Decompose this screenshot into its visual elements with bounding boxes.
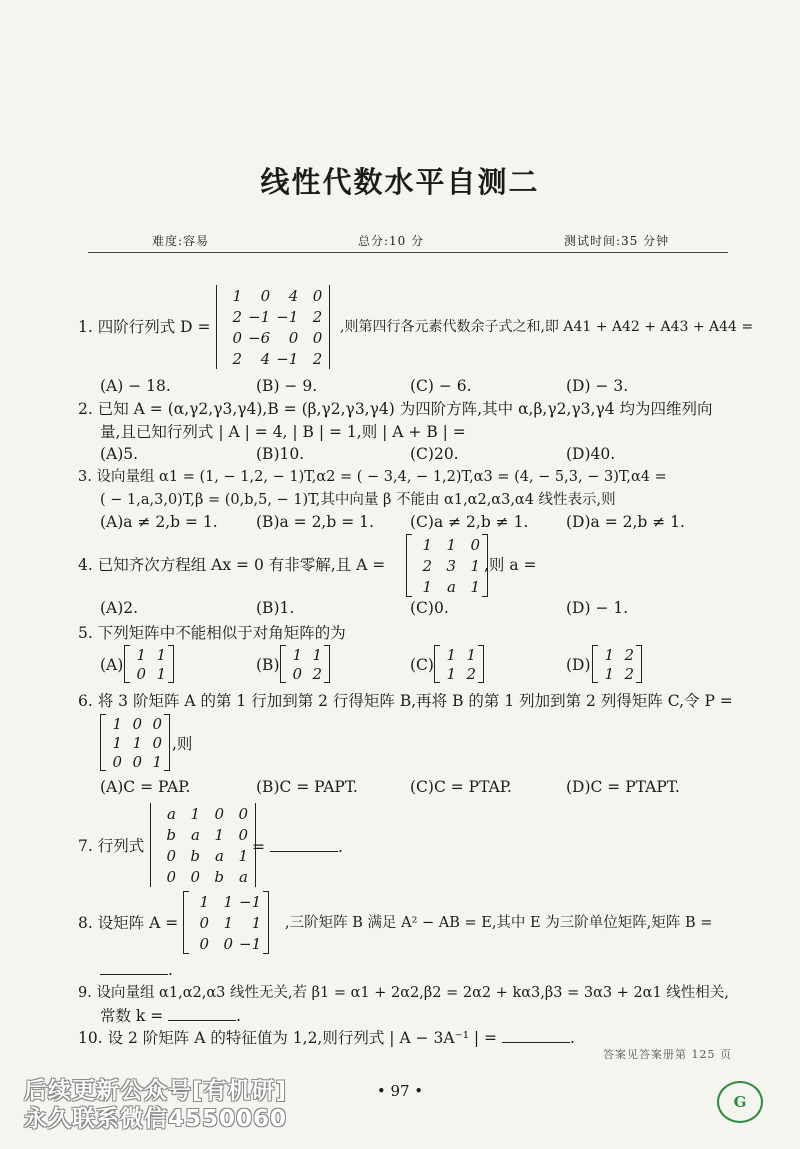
difficulty-label: 难度:容易 — [152, 234, 210, 248]
matrix-a — [183, 891, 269, 954]
determinant-matrix — [150, 803, 256, 887]
question-text: 四阶行列式 D = — [97, 318, 211, 336]
question-number: 1. — [78, 318, 93, 336]
option-b: (B)10. — [256, 445, 305, 463]
header-divider — [88, 252, 728, 253]
test-time-label: 测试时间:35 分钟 — [564, 234, 670, 248]
option-d: (D)40. — [566, 445, 616, 463]
matrix-table: 1 1 0 2 3 1 1 a 1 — [422, 535, 480, 596]
question-number: 6. — [78, 692, 93, 710]
question-text-suffix: ,则 — [172, 735, 193, 753]
watermark-line-1: 后续更新公众号[有机研] — [24, 1078, 288, 1104]
option-d: (D) — [566, 656, 591, 674]
option-a: (A)C = PAP. — [100, 778, 191, 796]
question-text-suffix: ,则 a = — [484, 556, 537, 574]
question-number: 8. — [78, 914, 93, 932]
elementary-matrix-p — [100, 714, 170, 771]
answer-reference-note: 答案见答案册第 125 页 — [603, 1048, 732, 1061]
option-d: (D)a = 2,b ≠ 1. — [566, 513, 685, 531]
question-text: 设向量组 α1,α2,α3 线性无关,若 β1 = α1 + 2α2,β2 = 2α2 + kα3,β3 = 3α3 + 2α1 线性相关, — [96, 985, 729, 1001]
option-d: (D) − 3. — [566, 377, 629, 395]
question-text: 设向量组 α1 = (1, − 1,2, − 1)T,α2 = ( − 3,4, − 1,2)T,α3 = (4, − 5,3, − 3)T,α4 = — [96, 469, 667, 485]
question-text-suffix: ,则第四行各元素代数余子式之和,即 A41 + A42 + A43 + A44 = — [340, 319, 754, 335]
answer-blank[interactable] — [502, 1026, 570, 1043]
option-c: (C)a ≠ 2,b ≠ 1. — [410, 513, 529, 531]
option-a: (A)5. — [100, 445, 139, 463]
question-text-line2: 量,且已知行列式 | A | = 4, | B | = 1,则 | A + B | = — [100, 423, 466, 441]
option-d: (D) − 1. — [566, 599, 629, 617]
watermark-line-2: 永久联系微信4550060 — [24, 1106, 288, 1132]
question-number: 4. — [78, 556, 93, 574]
publisher-logo-icon: G — [717, 1081, 763, 1123]
matrix-table: 1 1 −1 0 1 1 0 0 −1 — [199, 892, 262, 953]
determinant-matrix — [216, 285, 330, 369]
option-b: (B)C = PAPT. — [256, 778, 358, 796]
option-c: (C) — [410, 656, 434, 674]
page-title: 线性代数水平自测二 — [260, 165, 540, 199]
answer-blank[interactable] — [168, 1004, 236, 1021]
option-a: (A)a ≠ 2,b = 1. — [100, 513, 218, 531]
option-b: (B) − 9. — [256, 377, 318, 395]
question-text: 行列式 — [97, 837, 145, 855]
option-a-matrix: 1 1 0 1 — [124, 645, 174, 683]
question-text-line2: 常数 k = — [100, 1007, 164, 1025]
option-a: (A)2. — [100, 599, 139, 617]
option-c-matrix: 1 1 1 2 — [434, 645, 484, 683]
page-number: • 97 • — [376, 1082, 424, 1100]
option-d-matrix: 1 2 1 2 — [592, 645, 642, 683]
question-text: 已知齐次方程组 Ax = 0 有非零解,且 A = — [97, 556, 386, 574]
matrix-table: 1 0 0 1 1 0 0 0 1 — [112, 714, 162, 771]
question-text: 将 3 阶矩阵 A 的第 1 行加到第 2 行得矩阵 B,再将 B 的第 1 列加到第 2 列得矩阵 C,令 P = — [97, 692, 733, 710]
question-text: 设矩阵 A = — [97, 914, 179, 932]
question-number: 7. — [78, 837, 93, 855]
question-number: 10. — [78, 1029, 103, 1047]
answer-blank[interactable] — [270, 835, 338, 852]
option-c: (C)C = PTAP. — [410, 778, 512, 796]
question-number: 3. — [78, 469, 92, 485]
question-text-line2: ( − 1,a,3,0)T,β = (0,b,5, − 1)T,其中向量 β 不能由 α1,α2,α3,α4 线性表示,则 — [100, 492, 616, 508]
option-b: (B) — [256, 656, 280, 674]
answer-blank[interactable] — [100, 958, 168, 975]
question-text: 设 2 阶矩阵 A 的特征值为 1,2,则行列式 | A − 3A⁻¹ | = — [107, 1029, 497, 1047]
coefficient-matrix — [406, 534, 488, 597]
question-number: 5. — [78, 624, 93, 642]
question-text: 下列矩阵中不能相似于对角矩阵的为 — [97, 624, 346, 642]
question-number: 2. — [78, 400, 93, 418]
question-text: 已知 A = (α,γ2,γ3,γ4),B = (β,γ2,γ3,γ4) 为四阶方阵,其中 α,β,γ2,γ3,γ4 均为四维列向 — [97, 400, 713, 418]
option-b-matrix: 1 1 0 2 — [280, 645, 330, 683]
question-text-suffix: = — [252, 838, 265, 856]
question-number: 9. — [78, 985, 92, 1001]
matrix-table: a 1 0 0 b a 1 0 0 b a 1 0 0 b a — [166, 804, 248, 886]
matrix-table: 1 0 4 0 2 −1 −1 2 0 −6 0 0 2 4 −1 2 — [232, 286, 323, 368]
option-d: (D)C = PTAPT. — [566, 778, 680, 796]
option-c: (C)0. — [410, 599, 449, 617]
option-c: (C) − 6. — [410, 377, 472, 395]
option-b: (B)a = 2,b = 1. — [256, 513, 374, 531]
option-c: (C)20. — [410, 445, 459, 463]
total-score-label: 总分:10 分 — [358, 234, 425, 248]
option-a: (A) — [100, 656, 124, 674]
question-text-suffix: ,三阶矩阵 B 满足 A² − AB = E,其中 E 为三阶单位矩阵,矩阵 B = — [285, 915, 713, 931]
option-a: (A) − 18. — [100, 377, 171, 395]
option-b: (B)1. — [256, 599, 295, 617]
